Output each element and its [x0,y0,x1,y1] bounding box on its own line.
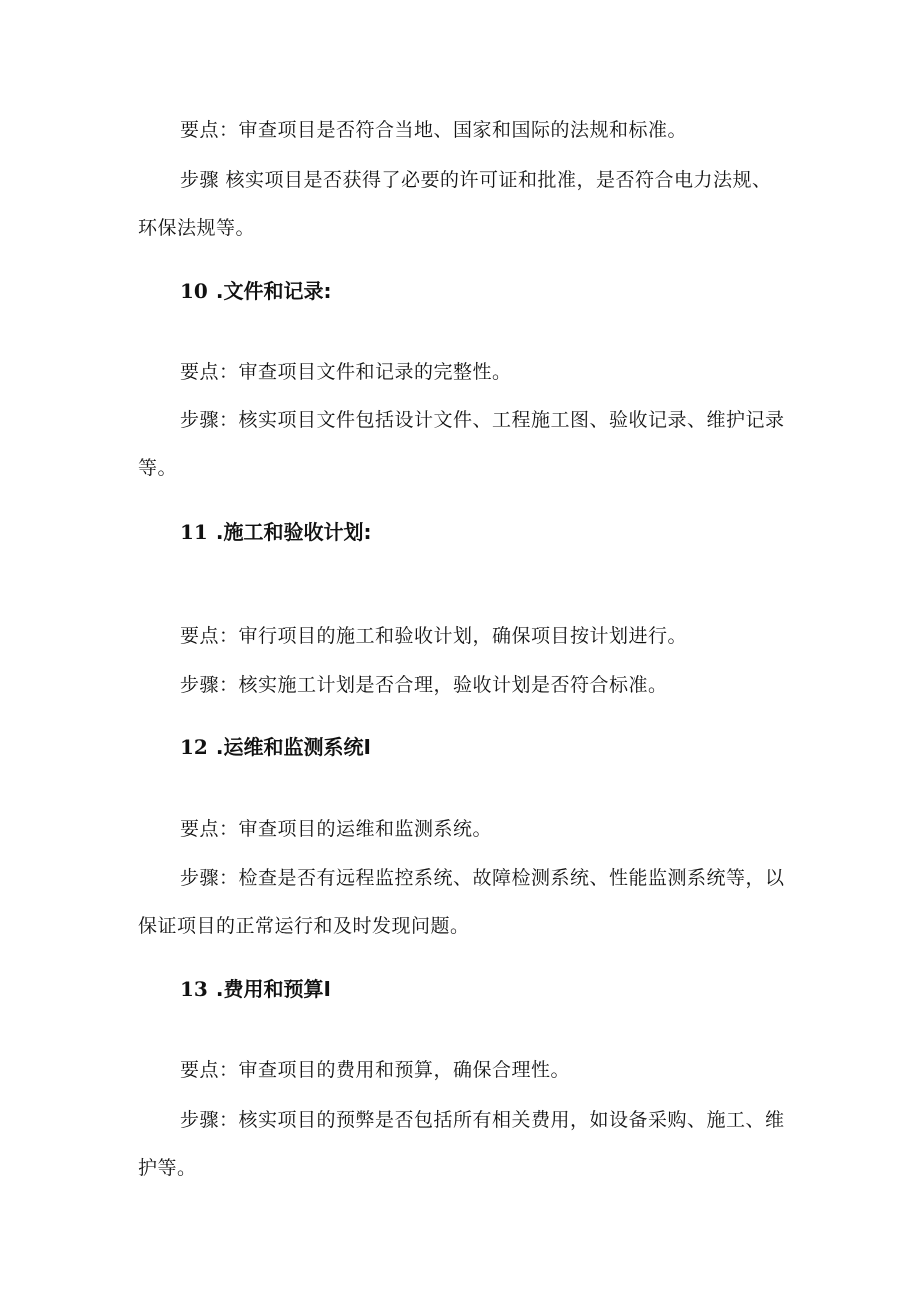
section-10-number: 10 [180,279,208,303]
section-13-number: 13 [180,977,208,1001]
section-11-heading [180,518,371,546]
section-12-title: .运维和监测系统I [215,735,371,759]
section-9-steps: 步骤 核实项目是否获得了必要的许可证和批准，是否符合电力法规、环保法规等。 [138,169,772,239]
section-12-points: 要点：审查项目的运维和监测系统。 [180,818,493,840]
section-12-number: 12 [180,735,208,759]
section-12-heading [180,733,371,761]
section-12-steps: 步骤：检查是否有远程监控系统、故障检测系统、性能监测系统等，以保证项目的正常运行和及时发现问题。 [138,867,785,937]
section-11-points: 要点：审行项目的施工和验收计划，确保项目按计划进行。 [180,625,688,647]
section-13-title: .费用和预算I [215,977,331,1001]
section-11-number: 11 [180,520,208,544]
section-13-points: 要点：审查项目的费用和预算，确保合理性。 [180,1059,571,1081]
section-10-heading [180,277,331,305]
section-10-title: .文件和记录: [215,279,332,303]
section-11-steps: 步骤：核实施工计划是否合理，验收计划是否符合标准。 [180,674,668,696]
section-13-heading [180,975,331,1003]
section-9-points: 要点：审查项目是否符合当地、国家和国际的法规和标准。 [180,119,688,141]
section-10-steps: 步骤：核实项目文件包括设计文件、工程施工图、验收记录、维护记录等。 [138,409,785,479]
section-11-title: .施工和验收计划: [215,520,372,544]
section-10-points: 要点：审查项目文件和记录的完整性。 [180,361,512,383]
section-13-steps: 步骤：核实项目的预弊是否包括所有相关费用，如设备采购、施工、维护等。 [138,1109,785,1179]
